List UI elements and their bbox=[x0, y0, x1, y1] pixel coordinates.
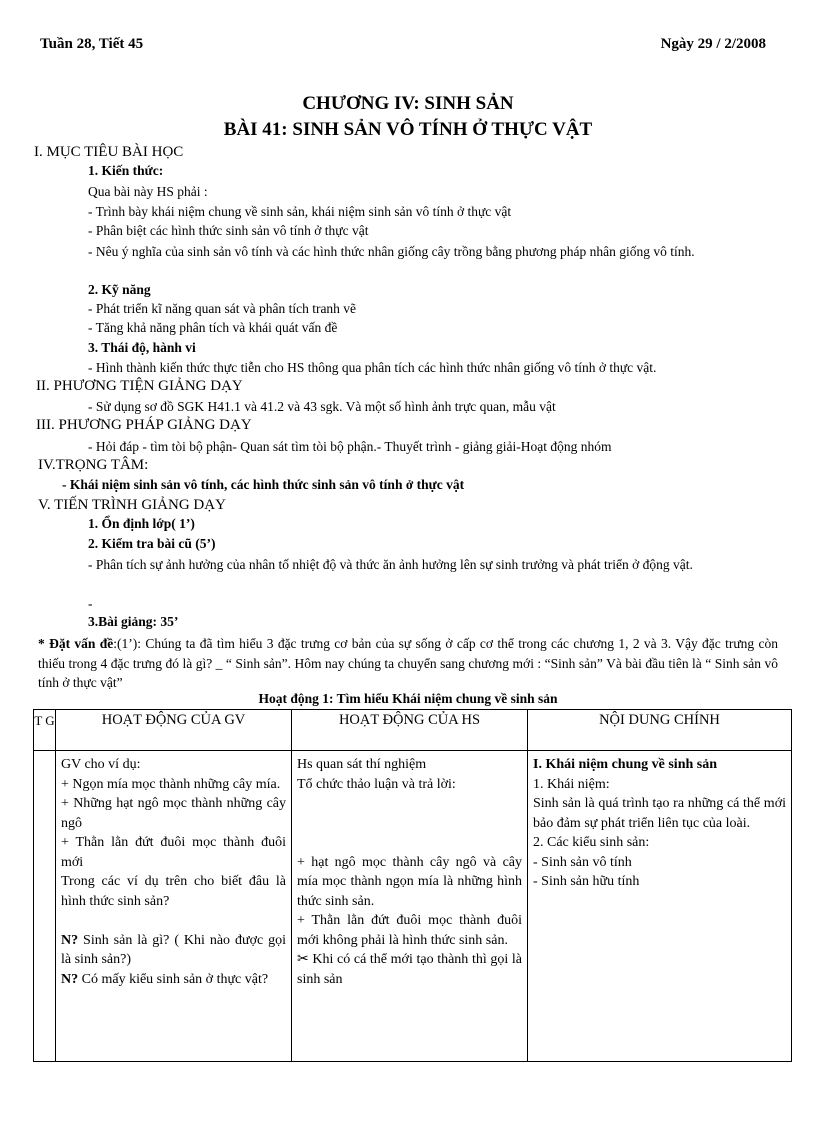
knowledge-heading: 1. Kiến thức: bbox=[88, 163, 164, 178]
dash: - bbox=[88, 596, 93, 611]
gv-line: GV cho ví dụ: bbox=[61, 757, 141, 772]
intro-label: * Đặt vấn đề bbox=[38, 636, 114, 651]
skill-item: - Tăng khả năng phân tích và khái quát vấn đề bbox=[88, 320, 338, 335]
col-header-hs: HOẠT ĐỘNG CỦA HS bbox=[292, 710, 528, 751]
question-text: Sinh sản là gì? ( Khi nào được gọi là sinh sản?) bbox=[61, 932, 286, 967]
gv-question bbox=[61, 931, 286, 970]
chapter-title: CHƯƠNG IV: SINH SẢN bbox=[302, 93, 514, 114]
col-header-gv: HOẠT ĐỘNG CỦA GV bbox=[56, 710, 292, 751]
col-header-tg: T G bbox=[34, 710, 56, 751]
week-period: Tuần 28, Tiết 45 bbox=[40, 36, 144, 52]
nd-line: 1. Khái niệm: bbox=[533, 776, 610, 792]
question-text: Có mấy kiểu sinh sản ở thực vật? bbox=[78, 971, 269, 987]
step-1: 1. Ổn định lớp( 1’) bbox=[88, 516, 195, 531]
knowledge-item: - Trình bày khái niệm chung về sinh sản, khái niệm sinh sản vô tính ở thực vật bbox=[88, 204, 512, 219]
hs-cell bbox=[292, 751, 528, 1062]
gv-cell bbox=[56, 751, 292, 1062]
gv-line: + Ngọn mía mọc thành những cây mía. bbox=[61, 776, 281, 792]
skill-item: - Phát triển kĩ năng quan sát và phân tích tranh vẽ bbox=[88, 301, 357, 316]
nd-line: - Sinh sản vô tính bbox=[533, 854, 632, 870]
section-2-title: II. PHƯƠNG TIỆN GIẢNG DẠY bbox=[36, 378, 243, 394]
knowledge-item: - Phân biệt các hình thức sinh sản vô tính ở thực vật bbox=[88, 223, 369, 238]
gv-question bbox=[61, 970, 286, 990]
intro-paragraph bbox=[38, 634, 778, 693]
gv-line: Trong các ví dụ trên cho biết đâu là hình thức sinh sản? bbox=[61, 874, 286, 909]
activity-title: Hoạt động 1: Tìm hiểu Khái niệm chung về sinh sản bbox=[258, 691, 558, 706]
hs-line: + hạt ngô mọc thành cây ngô và cây mía mọc thành ngọn mía là những hình thức sinh sản. bbox=[297, 854, 522, 909]
table-row bbox=[34, 751, 792, 1062]
step-2-text: - Phân tích sự ảnh hưởng của nhân tố nhiệt độ và thức ăn ảnh hưởng lên sự sinh trưởng và phát triển ở động vật. bbox=[88, 557, 693, 572]
step-2: 2. Kiểm tra bài cũ (5’) bbox=[88, 536, 216, 551]
hs-line: Hs quan sát thí nghiệm bbox=[297, 757, 427, 772]
nd-cell bbox=[528, 751, 792, 1062]
attitude-heading: 3. Thái độ, hành vi bbox=[88, 340, 196, 355]
activity-table bbox=[33, 709, 792, 1062]
scissors-icon: ✂ bbox=[297, 952, 309, 967]
nd-title: I. Khái niệm chung về sinh sản bbox=[533, 757, 717, 772]
col-header-nd: NỘI DUNG CHÍNH bbox=[528, 710, 792, 751]
date: Ngày 29 / 2/2008 bbox=[660, 36, 766, 52]
section-4-title: IV.TRỌNG TÂM: bbox=[38, 457, 149, 473]
hs-line bbox=[297, 950, 522, 989]
hs-line: + Thằn lằn đứt đuôi mọc thành đuôi mới không phải là hình thức sinh sản. bbox=[297, 913, 522, 948]
hs-line-text: Khi có cá thể mới tạo thành thì gọi là sinh sản bbox=[297, 952, 522, 987]
section-1-title: I. MỤC TIÊU BÀI HỌC bbox=[34, 144, 184, 160]
section-3-text: - Hỏi đáp - tìm tòi bộ phận- Quan sát tìm tòi bộ phận.- Thuyết trình - giảng giải-Hoạt động nhóm bbox=[88, 439, 612, 454]
intro-text: :(1’): Chúng ta đã tìm hiểu 3 đặc trưng cơ bản của sự sống ở cấp cơ thể trong các chương 1, 2 và 3. Vậy đặc trưng còn thiếu trong 4 đặc trưng đó là gì? _ “ Sinh sản”. Hôm nay chúng ta chuyển sang chương mới : “Sinh sản” Và bài đầu tiên là “ Sinh sản vô tính ở thực vật” bbox=[38, 636, 778, 690]
question-label: N? bbox=[61, 932, 79, 948]
gv-line: + Thằn lằn đứt đuôi mọc thành đuôi mới bbox=[61, 835, 286, 870]
gv-line: + Những hạt ngô mọc thành những cây ngô bbox=[61, 796, 286, 831]
nd-line: - Sinh sản hữu tính bbox=[533, 874, 640, 889]
nd-line: Sinh sản là quá trình tạo ra những cá thể mới bảo đảm sự phát triển liên tục của loài. bbox=[533, 796, 786, 831]
hs-line: Tổ chức thảo luận và trả lời: bbox=[297, 776, 456, 792]
table-header-row bbox=[34, 710, 792, 751]
lesson-title: BÀI 41: SINH SẢN VÔ TÍNH Ở THỰC VẬT bbox=[223, 119, 593, 140]
skills-heading: 2. Kỹ năng bbox=[88, 282, 151, 297]
question-label: N? bbox=[61, 971, 79, 987]
section-4-text: - Khái niệm sinh sản vô tính, các hình thức sinh sản vô tính ở thực vật bbox=[62, 477, 465, 492]
nd-line: 2. Các kiểu sinh sản: bbox=[533, 835, 650, 850]
tg-cell bbox=[34, 751, 56, 1062]
knowledge-item: - Nêu ý nghĩa của sinh sản vô tính và các hình thức nhân giống cây trồng bằng phương pháp nhân giống vô tính. bbox=[88, 244, 695, 259]
knowledge-intro: Qua bài này HS phải : bbox=[88, 184, 208, 199]
section-5-title: V. TIẾN TRÌNH GIẢNG DẠY bbox=[38, 497, 226, 513]
section-3-title: III. PHƯƠNG PHÁP GIẢNG DẠY bbox=[36, 417, 252, 433]
section-2-text: - Sử dụng sơ đồ SGK H41.1 và 41.2 và 43 sgk. Và một số hình ảnh trực quan, mẫu vật bbox=[88, 399, 556, 414]
attitude-item: - Hình thành kiến thức thực tiễn cho HS thông qua phân tích các hình thức nhân giống vô tính ở thực vật. bbox=[88, 360, 657, 375]
step-3: 3.Bài giảng: 35’ bbox=[88, 614, 179, 629]
